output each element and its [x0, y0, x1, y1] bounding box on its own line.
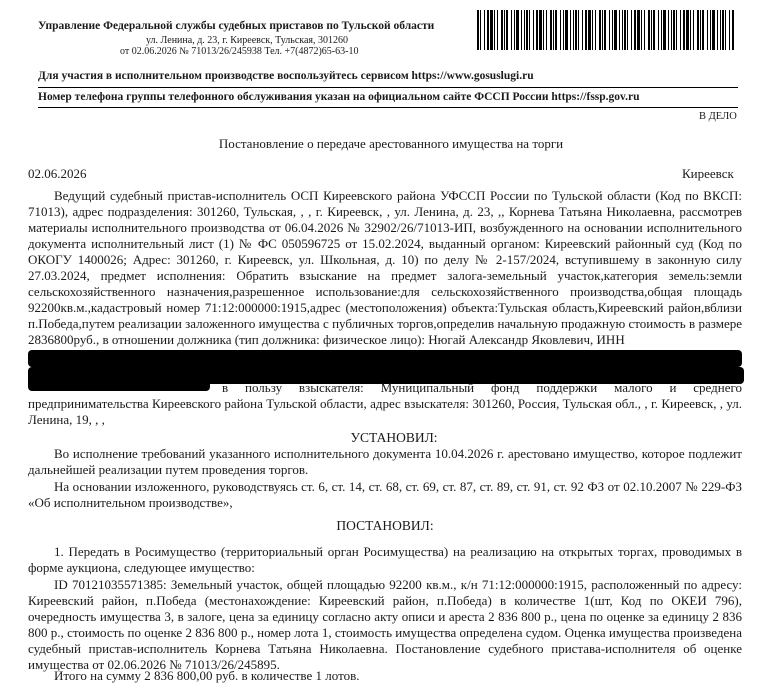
- intro-paragraph: Ведущий судебный пристав-исполнитель ОСП Киреевского района УФССП России по Тульской области (Код по ВКСП: 71013), адрес подразделения: 301260, Тульская, , , г. Киреевск, , ул. Ленина, д. 23, ,, Корнева Татьяна Николаевна, рассмотрев материалы исполнительного производства от 06.04.2026 № 32902/26/71013-ИП, возбужденного на основании исполнительного документа исполнительный лист (1) № ФС 050596725 от 15.02.2024, выданный органом: Киреевский районный суд (Код по ОКОГУ 1400026; Адрес: 301260, г. Киреевск, ул. Школьная, д. 10) по делу № 2-157/2024, вступившему в законную силу 27.03.2024, предмет исполнения: Обратить взыскание на предмет залога-земельный участок,категория земель:земли сельскохозяйственного назначения,разрешенное использование:для сельскохозяйственного производства,общая площадь 92200кв.м.,кадастровый номер 71:12:000000:1915,адрес (местоположения) объекта:Тульская область,Киреевский район,вблизи п.Победа,путем реализации заложенного имущества с публичных торгов,определив начальную продажную стоимость в размере 2836800руб., в отношении должника (тип должника: физическое лицо): Нюгай Александр Яковлевич, ИНН: [28, 188, 742, 347]
- document-city: Киреевск: [682, 166, 734, 181]
- established-paragraph-2: На основании изложенного, руководствуясь ст. 6, ст. 14, ст. 68, ст. 69, ст. 87, ст. 89, ст. 91, ст. 92 ФЗ от 02.10.2007 № 229-ФЗ «Об исполнительном производстве»,: [28, 479, 742, 510]
- gosuslugi-notice: Для участия в исполнительном производстве воспользуйтесь сервисом https://www.gosuslugi.ru: [38, 70, 534, 82]
- heading-established: УСТАНОВИЛ:: [350, 430, 438, 445]
- established-paragraph-1: Во исполнение требований указанного исполнительного документа 10.04.2026 г. арестовано имущество, которое подлежит дальнейшей реализации путем проведения торгов.: [28, 446, 742, 477]
- barcode: [477, 10, 735, 50]
- document-title: Постановление о передаче арестованного имущества на торги: [218, 136, 564, 151]
- total-line: Итого на сумму 2 836 800,00 руб. в количестве 1 лотов.: [54, 668, 360, 683]
- divider-bottom: [38, 107, 738, 108]
- v-delo-mark: В ДЕЛО: [699, 111, 737, 122]
- header-org-name: Управление Федеральной службы судебных приставов по Тульской области: [38, 20, 435, 32]
- header-address: ул. Ленина, д. 23, г. Киреевск, Тульская, 301260: [146, 35, 349, 46]
- redaction-bar: [28, 350, 742, 367]
- divider-top: [38, 87, 738, 88]
- header-ref-line: от 02.06.2026 № 71013/26/245938 Тел. +7(4872)65-63-10: [120, 46, 359, 57]
- intro-continuation: в пользу взыскателя: Муниципальный фонд поддержки малого и среднего предпринимательства Киреевского района Тульской области, адрес взыскателя: 301260, Россия, Тульская обл., , г. Киреевск, , ул. Ленина, 19, , ,: [28, 380, 742, 427]
- property-item: ID 70121035571385: Земельный участок, общей площадью 92200 кв.м., к/н 71:12:000000:1915, расположенный по адресу: Киреевский район, п.Победа (местонахождение: Киреевский район, п.Победа) в количестве 1(шт, Код по ОКЕИ 796), очередность имущества 3, в залоге, цена за единицу согласно акту описи и ареста 2 836 800 р., цена по оценке за единицу 2 836 800 р., стоимость по оценке 2 836 800 р., номер лота 1, стоимость имущества определена судом. Оценка имущества произведена судебный пристав-исполнитель Корнева Татьяна Николаевна. Постановление судебного пристава-исполнителя об оценке имущества от 02.06.2026 № 71013/26/245895.: [28, 577, 742, 672]
- document-date: 02.06.2026: [28, 166, 87, 181]
- resolved-item-1: 1. Передать в Росимущество (территориальный орган Росимущества) на реализацию на открытых торгах, проводимых в форме аукциона, следующее имущество:: [28, 544, 742, 575]
- heading-resolved: ПОСТАНОВИЛ:: [336, 518, 434, 533]
- fssp-notice: Номер телефона группы телефонного обслуживания указан на официальном сайте ФССП России https://fssp.gov.ru: [38, 91, 640, 103]
